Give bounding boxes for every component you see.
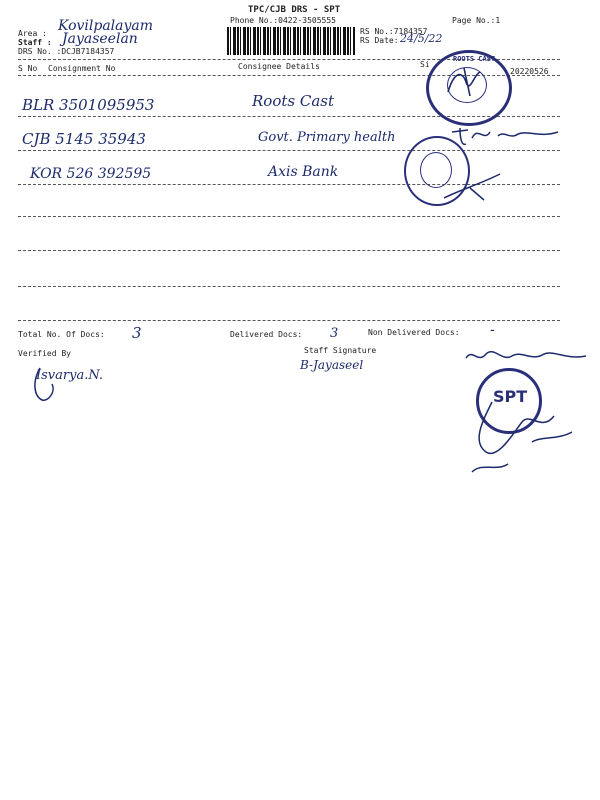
receiver-signature [462,344,592,370]
col-sign: Si [420,60,430,69]
row2-rule [18,150,560,151]
empty-rule-3 [18,286,560,287]
spt-signature [462,392,582,482]
total-docs-label: Total No. Of Docs: [18,330,105,339]
empty-rule-1 [18,216,560,217]
staff-label: Staff : [18,38,52,47]
col-sno: S No [18,64,38,73]
col-consignment: Consignment No [48,64,116,73]
non-delivered-value: - [490,322,495,338]
row3-consignee: Axis Bank [268,164,339,180]
row2-consignee: Govt. Primary health [258,130,396,145]
verified-by-label: Verified By [18,349,71,358]
rs-date-value: 24/5/22 [400,32,443,45]
phone-number: Phone No.:0422-3505555 [230,16,336,25]
spt-stamp-text: SPT [493,387,528,406]
row3-signature [440,170,510,210]
empty-rule-2 [18,250,560,251]
rs-number: RS No.:7184357 [360,27,428,36]
empty-rule-4 [18,320,560,321]
row1-signature [440,62,500,102]
delivered-docs-value: 3 [330,326,339,341]
page-number: Page No.:1 [452,16,501,25]
col-consignee: Consignee Details [238,62,320,71]
total-docs-value: 3 [132,324,142,342]
col-date: 20220526 [510,67,549,76]
rs-date-label: RS Date: [360,36,399,45]
row3-consignment: KOR 526 392595 [30,166,152,182]
staff-value: Jayaseelan [62,31,138,47]
row1-consignment: BLR 3501095953 [22,96,155,114]
area-label: Area : [18,29,47,38]
row1-consignee: Roots Cast [252,92,334,110]
staff-signature: B-Jayaseel [300,358,364,372]
row2-consignment: CJB 5145 35943 [22,130,146,148]
non-delivered-label: Non Delivered Docs: [368,328,460,337]
barcode [227,27,355,55]
row2-signature [448,120,578,150]
verified-signature-flourish [26,362,66,406]
drs-number: DRS No. :DCJB7184357 [18,47,115,56]
stamp-text: ROOTS CAST [453,55,496,63]
doc-title: TPC/CJB DRS - SPT [248,5,341,15]
area-value: Kovilpalayam [58,18,154,34]
verified-signature: Isvarya.N. [36,368,104,383]
delivered-docs-label: Delivered Docs: [230,330,303,339]
staff-signature-label: Staff Signature [304,346,377,355]
